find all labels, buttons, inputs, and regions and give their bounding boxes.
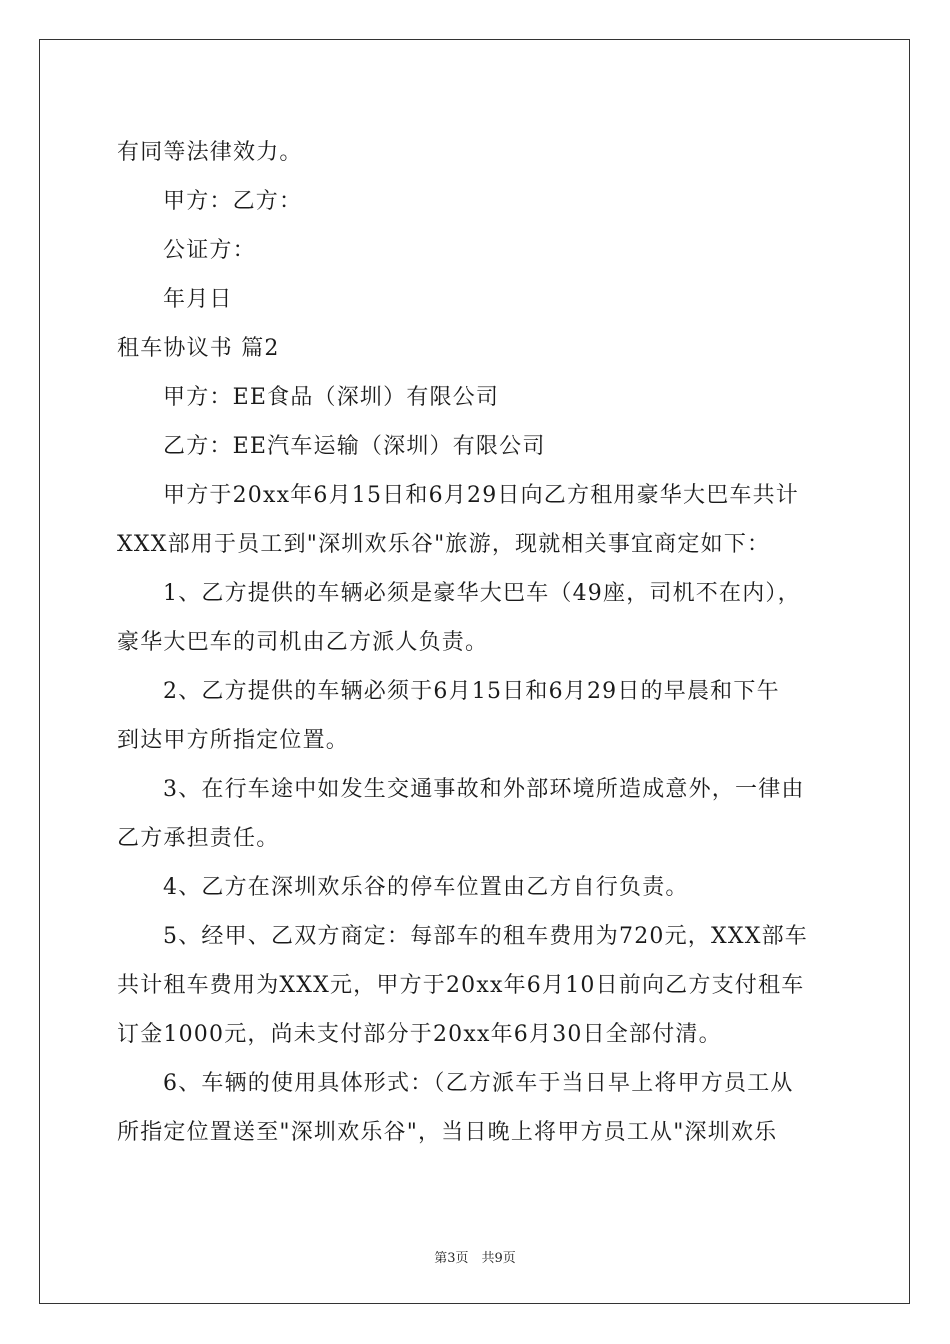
page-number: 第3页 共9页: [434, 1251, 516, 1266]
paragraph-line: 乙方承担责任。: [117, 826, 280, 851]
document-body: [117, 128, 835, 1157]
clause-2: 2、乙方提供的车辆必须于6月15日和6月29日的早晨和下午: [163, 679, 780, 704]
paragraph-line: 到达甲方所指定位置。: [117, 728, 350, 753]
party-b: 乙方：EE汽车运输（深圳）有限公司: [163, 434, 546, 459]
clause-5: 5、经甲、乙双方商定：每部车的租车费用为720元，XXX部车: [163, 924, 808, 949]
paragraph-line: 豪华大巴车的司机由乙方派人负责。: [117, 630, 489, 655]
paragraph-line: 所指定位置送至"深圳欢乐谷"，当日晚上将甲方员工从"深圳欢乐: [117, 1120, 778, 1145]
clause-6: 6、车辆的使用具体形式：（乙方派车于当日早上将甲方员工从: [163, 1071, 794, 1096]
section-heading: 租车协议书 篇2: [117, 336, 280, 361]
paragraph-line: 订金1000元，尚未支付部分于20xx年6月30日全部付清。: [117, 1022, 722, 1047]
paragraph-line: XXX部用于员工到"深圳欢乐谷"旅游，现就相关事宜商定如下：: [117, 532, 771, 557]
clause-4: 4、乙方在深圳欢乐谷的停车位置由乙方自行负责。: [163, 875, 689, 900]
paragraph-line: 有同等法律效力。: [117, 140, 303, 165]
clause-3: 3、在行车途中如发生交通事故和外部环境所造成意外，一律由: [163, 777, 805, 802]
date-line: 年月日: [163, 287, 233, 312]
paragraph-line: 共计租车费用为XXX元，甲方于20xx年6月10日前向乙方支付租车: [117, 973, 805, 998]
notary-line: 公证方：: [163, 238, 256, 263]
paragraph-line: 甲方于20xx年6月15日和6月29日向乙方租用豪华大巴车共计: [163, 483, 799, 508]
signature-parties: 甲方：乙方：: [163, 189, 303, 214]
clause-1: 1、乙方提供的车辆必须是豪华大巴车（49座，司机不在内），: [163, 581, 801, 606]
party-a: 甲方：EE食品（深圳）有限公司: [163, 385, 500, 410]
